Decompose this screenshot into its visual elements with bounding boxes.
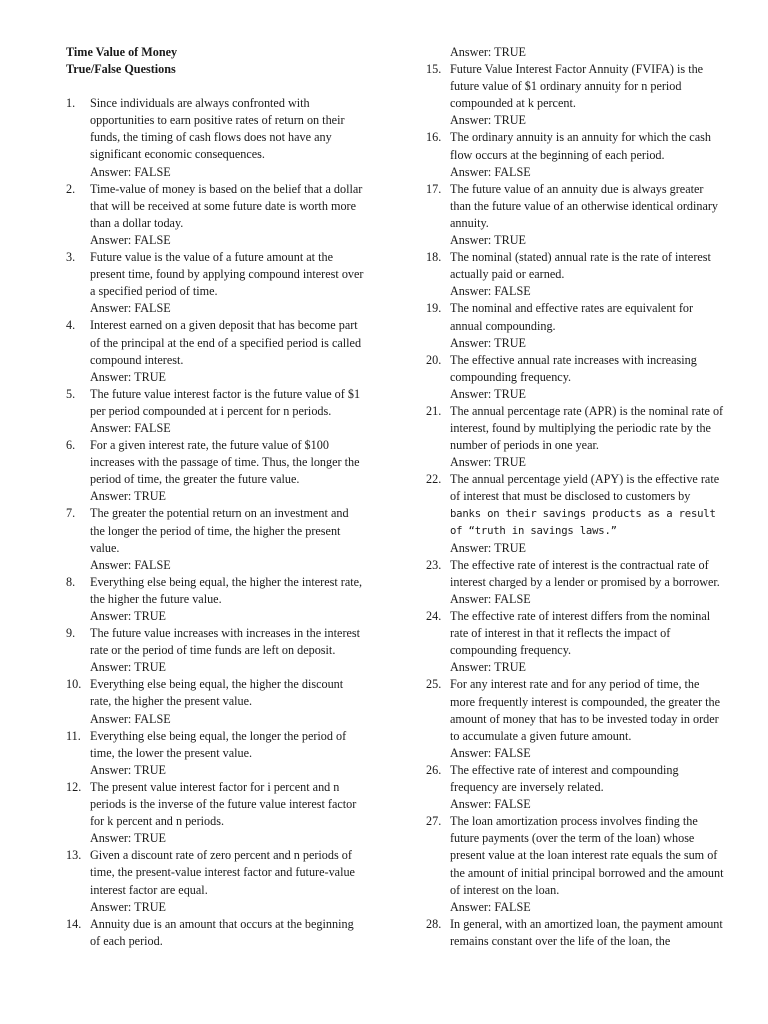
question-number: 8. (66, 574, 76, 589)
question-item (66, 574, 366, 625)
question-row (426, 403, 726, 454)
question-row (66, 847, 366, 898)
question-number: 15. (426, 62, 442, 77)
answer-line: Answer: FALSE (450, 899, 531, 914)
question-text: The annual percentage rate (APR) is the nominal rate of interest, found by multiplying the periodic rate by the number of periods in one year. (450, 403, 724, 453)
question-text-block (450, 471, 726, 539)
question-item (66, 505, 366, 573)
question-text-block (450, 916, 726, 950)
question-text: Everything else being equal, the higher the interest rate, the higher the future value. (90, 574, 363, 606)
question-text: The future value increases with increases in the interest rate or the period of time funds are left on deposit. (90, 626, 361, 658)
question-text: Interest earned on a given deposit that has become part of the principal at the end of a specified period is called compound interest. (90, 318, 362, 367)
question-item (426, 61, 726, 129)
question-row (66, 317, 366, 368)
question-row (426, 352, 726, 386)
question-text-block (450, 129, 726, 163)
question-item (426, 471, 726, 556)
answer-line: Answer: TRUE (90, 660, 166, 675)
question-row (66, 505, 366, 556)
question-item (66, 728, 366, 779)
question-number: 28. (426, 916, 442, 931)
question-text: The nominal and effective rates are equivalent for annual compounding. (450, 301, 694, 333)
question-number: 17. (426, 181, 442, 196)
question-text: Since individuals are always confronted with opportunities to earn positive rates of return on their funds, the timing of cash flows does not have any significant economic consequences. (90, 96, 345, 162)
question-text-block (450, 608, 726, 659)
question-text-block (450, 352, 726, 386)
question-text: The greater the potential return on an investment and the longer the period of time, the higher the present value. (90, 506, 349, 555)
question-item (66, 386, 366, 437)
question-number: 7. (66, 506, 76, 521)
answer-line: Answer: FALSE (90, 232, 171, 247)
answer-line: Answer: FALSE (90, 557, 171, 572)
answer-line: Answer: TRUE (90, 489, 166, 504)
question-item (66, 625, 366, 676)
question-number: 4. (66, 318, 76, 333)
question-text-block (450, 181, 726, 232)
question-text: In general, with an amortized loan, the payment amount remains constant over the life of the loan, the (450, 916, 723, 948)
question-text: The loan amortization process involves finding the future payments (over the term of the loan) whose present value at the loan interest rate equals the sum of the amount of initial principal borrowed and the amount of interest on the loan. (450, 814, 724, 897)
question-row (66, 181, 366, 232)
question-row (66, 676, 366, 710)
question-row (426, 608, 726, 659)
question-row (66, 574, 366, 608)
answer-line: Answer: TRUE (90, 899, 166, 914)
question-item (426, 676, 726, 761)
question-text-block (450, 300, 726, 334)
question-number: 22. (426, 472, 442, 487)
question-text: For a given interest rate, the future value of $100 increases with the passage of time. Thus, the longer the period of time, the greater the future value. (90, 438, 360, 487)
question-text-continued: banks on their savings products as a result of “truth in savings laws.” (450, 507, 716, 537)
question-number: 9. (66, 626, 76, 641)
question-text-block (90, 181, 366, 232)
question-row (66, 728, 366, 762)
question-item (426, 813, 726, 916)
question-row (66, 779, 366, 830)
question-text: The annual percentage yield (APY) is the effective rate of interest that must be disclosed to customers by (450, 472, 720, 504)
question-number: 10. (66, 677, 82, 692)
question-row (66, 437, 366, 488)
question-item (426, 129, 726, 180)
question-row (66, 916, 366, 950)
question-number: 18. (426, 250, 442, 265)
answer-line: Answer: FALSE (450, 797, 531, 812)
question-number: 6. (66, 438, 76, 453)
answer-line: Answer: TRUE (90, 369, 166, 384)
question-item (66, 779, 366, 847)
question-text-block (450, 762, 726, 796)
question-text: The effective rate of interest differs from the nominal rate of interest in that it reflects the impact of compounding frequency. (450, 609, 711, 658)
question-row (426, 916, 726, 950)
question-row (426, 61, 726, 112)
question-text: Everything else being equal, the longer the period of time, the lower the present value. (90, 728, 347, 760)
answer-line: Answer: TRUE (450, 455, 526, 470)
question-number: 24. (426, 609, 442, 624)
question-number: 13. (66, 848, 82, 863)
question-item (66, 437, 366, 505)
question-text-block (90, 779, 366, 830)
question-text: The effective rate of interest and compounding frequency are inversely related. (450, 762, 679, 795)
question-row (426, 676, 726, 744)
answer-line: Answer: FALSE (450, 284, 531, 299)
question-text: Future Value Interest Factor Annuity (FVIFA) is the future value of $1 ordinary annuity for n period compounded at k percent. (450, 62, 704, 111)
question-number: 25. (426, 677, 442, 692)
answer-line: Answer: TRUE (90, 762, 166, 777)
question-text: The ordinary annuity is an annuity for which the cash flow occurs at the beginning of each period. (450, 130, 711, 162)
question-number: 23. (426, 557, 442, 572)
question-text: Annuity due is an amount that occurs at the beginning of each period. (90, 916, 354, 948)
question-row (66, 386, 366, 420)
question-number: 27. (426, 814, 442, 829)
question-item (66, 916, 366, 950)
question-row (426, 249, 726, 283)
question-item (426, 608, 726, 676)
question-text: Time-value of money is based on the belief that a dollar that will be received at some future date is worth more than a dollar today. (90, 181, 363, 230)
question-text: For any interest rate and for any period of time, the more frequently interest is compounded, the greater the amount of money that has to be invested today in order to accumulate a given future amount. (450, 677, 721, 743)
question-number: 16. (426, 130, 442, 145)
answer-line: Answer: TRUE (450, 660, 526, 675)
question-text: The effective annual rate increases with increasing compounding frequency. (450, 352, 697, 384)
question-text-block (90, 505, 366, 556)
answer-line: Answer: FALSE (90, 711, 171, 726)
question-text-block (450, 403, 726, 454)
question-number: 26. (426, 762, 442, 777)
answer-line: Answer: FALSE (90, 164, 171, 179)
question-row (426, 471, 726, 539)
question-item (66, 847, 366, 915)
question-number: 19. (426, 301, 442, 316)
spacer (66, 78, 366, 95)
question-text: Future value is the value of a future amount at the present time, found by applying compound interest over a specified period of time. (90, 250, 364, 299)
question-number: 3. (66, 250, 76, 265)
right-column (426, 44, 726, 950)
question-text: The future value interest factor is the future value of $1 per period compounded at i percent for n periods. (90, 386, 361, 418)
question-list-right (426, 61, 726, 950)
document-title: Time Value of Money (66, 45, 178, 59)
question-text-block (450, 813, 726, 898)
question-item (426, 916, 726, 950)
question-text-block (90, 249, 366, 300)
question-number: 5. (66, 386, 76, 401)
question-text-block (90, 386, 366, 420)
question-text-block (90, 728, 366, 762)
question-row (426, 557, 726, 591)
answer-line: Answer: TRUE (450, 386, 526, 401)
question-text-block (450, 557, 726, 591)
question-number: 1. (66, 96, 76, 111)
answer-line: Answer: TRUE (450, 540, 526, 555)
left-column (66, 44, 366, 950)
question-text-block (90, 437, 366, 488)
question-text-block (90, 574, 366, 608)
document-subtitle: True/False Questions (66, 62, 176, 77)
question-number: 2. (66, 181, 76, 196)
answer-line: Answer: FALSE (450, 164, 531, 179)
question-text: Everything else being equal, the higher the discount rate, the higher the present value. (90, 677, 344, 709)
question-text-block (450, 249, 726, 283)
question-item (66, 317, 366, 385)
question-item (426, 557, 726, 608)
answer-line: Answer: FALSE (90, 420, 171, 435)
question-item (426, 352, 726, 403)
question-text: The future value of an annuity due is always greater than the future value of an otherwise identical ordinary annuity. (450, 181, 719, 230)
question-text: The effective rate of interest is the contractual rate of interest charged by a lender or promised by a borrower. (450, 557, 720, 589)
question-row (426, 300, 726, 334)
question-number: 11. (66, 728, 81, 743)
question-number: 12. (66, 779, 82, 794)
question-item (66, 249, 366, 317)
question-number: 20. (426, 352, 442, 367)
question-item (426, 300, 726, 351)
question-text: The nominal (stated) annual rate is the rate of interest actually paid or earned. (450, 250, 711, 282)
question-row (426, 813, 726, 898)
question-row (66, 249, 366, 300)
question-item (426, 181, 726, 249)
question-item (426, 403, 726, 471)
answer-line: Answer: TRUE (90, 609, 166, 623)
question-row (66, 625, 366, 659)
answer-line: Answer: FALSE (90, 301, 171, 316)
question-row (426, 129, 726, 163)
answer-line: Answer: FALSE (450, 592, 531, 606)
question-text-block (90, 625, 366, 659)
question-text-block (90, 916, 366, 950)
question-text-block (90, 847, 366, 898)
question-text-block (90, 317, 366, 368)
question-text-block (450, 676, 726, 744)
question-row (426, 762, 726, 796)
question-item (426, 762, 726, 813)
question-row (426, 181, 726, 232)
question-text-block (90, 95, 366, 163)
question-number: 14. (66, 916, 82, 931)
question-text: Given a discount rate of zero percent and n periods of time, the present-value interest factor and future-value interest factor are equal. (90, 848, 355, 897)
answer-line: Answer: TRUE (450, 335, 526, 350)
question-item (66, 95, 366, 180)
answer-line: Answer: FALSE (450, 745, 531, 760)
answer-line: Answer: TRUE (450, 113, 526, 128)
answer-line: Answer: TRUE (450, 233, 526, 248)
question-item (426, 249, 726, 300)
question-item (66, 676, 366, 727)
question-text-block (90, 676, 366, 710)
answer-line: Answer: TRUE (90, 831, 166, 846)
question-item (66, 181, 366, 249)
question-list-left (66, 95, 366, 950)
question-number: 21. (426, 403, 442, 418)
question-text: The present value interest factor for i percent and n periods is the inverse of the future value interest factor for k percent and n periods. (90, 779, 357, 829)
carryover-answer: Answer: TRUE (450, 45, 526, 59)
question-text-block (450, 61, 726, 112)
question-row (66, 95, 366, 163)
